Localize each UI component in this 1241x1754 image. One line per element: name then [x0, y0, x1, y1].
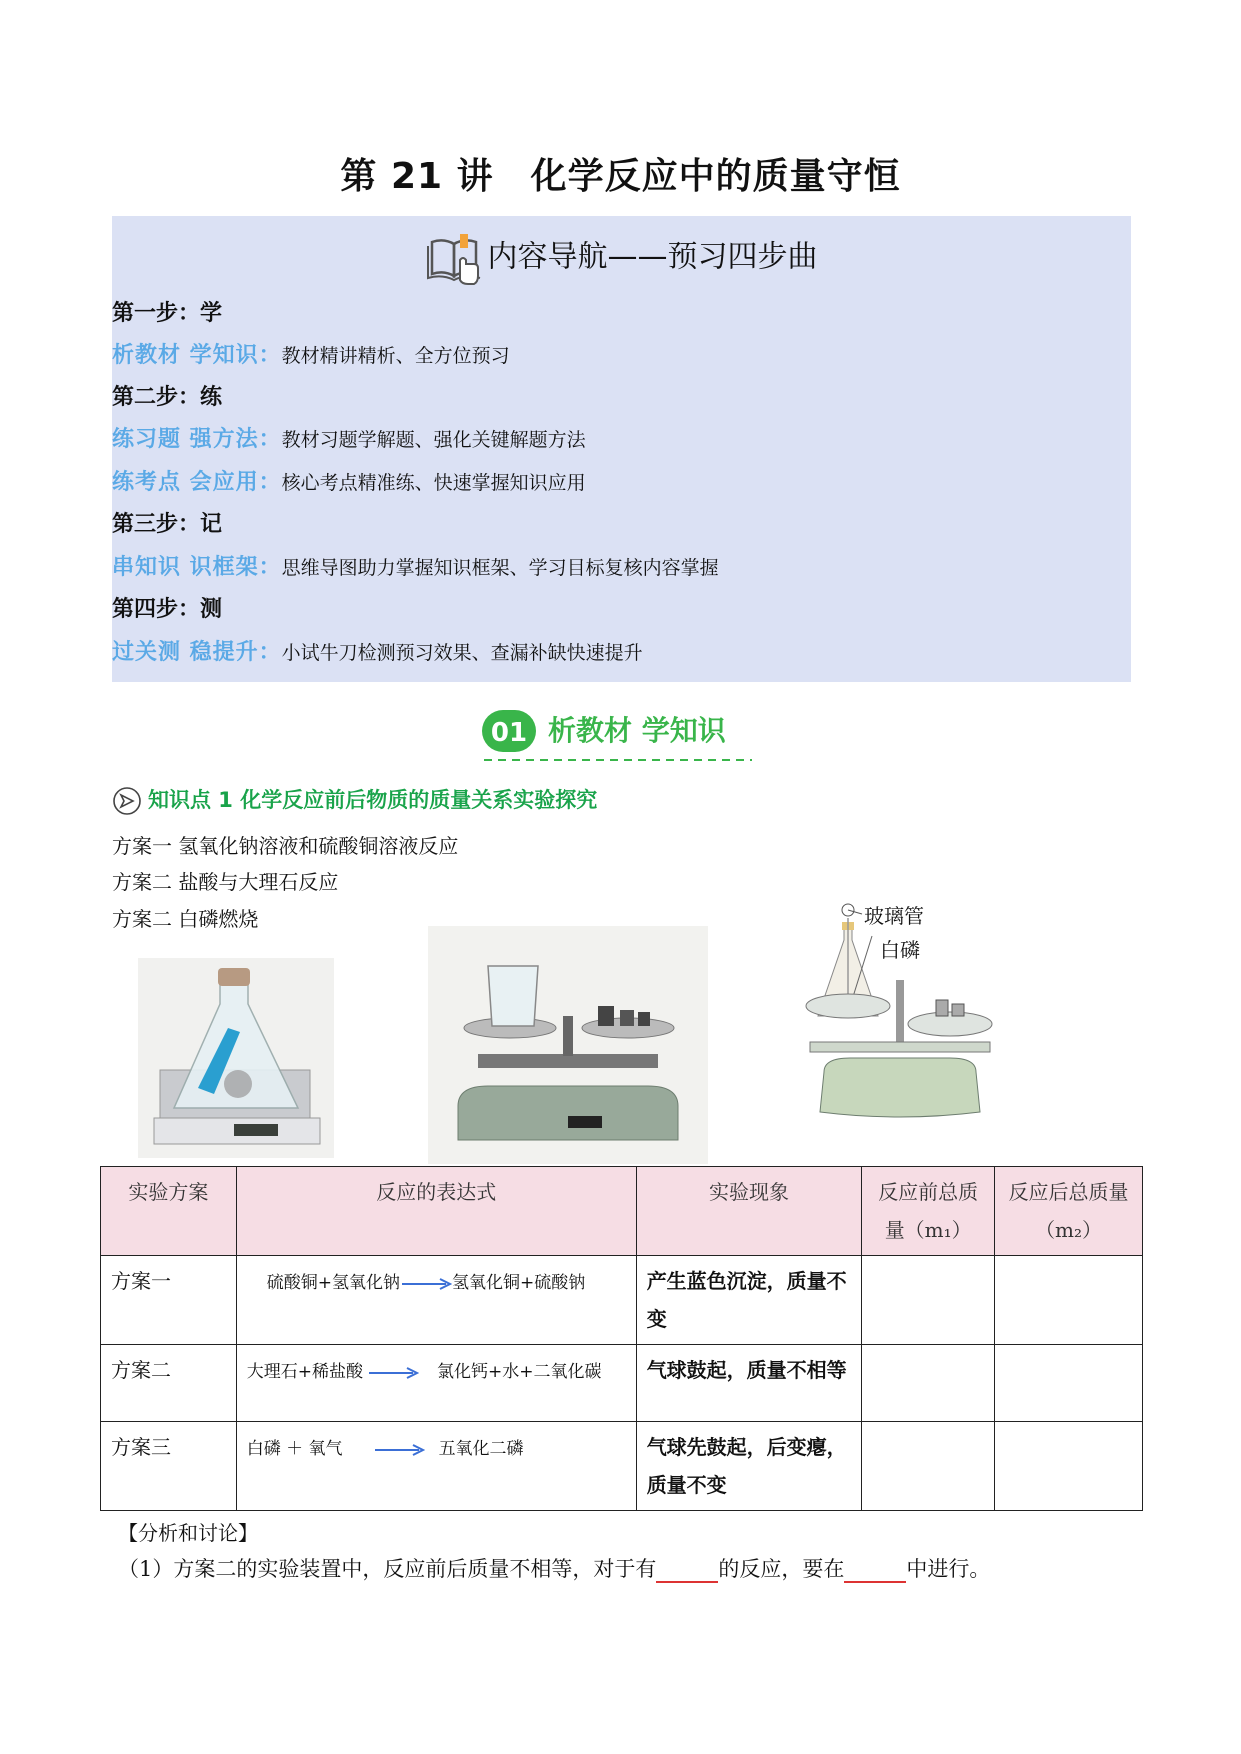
- row-expression: 硫酸铜+氢氧化钠 氢氧化铜+硫酸钠: [236, 1256, 636, 1345]
- row-expression: 大理石+稀盐酸 氯化钙+水+二氧化碳: [236, 1345, 636, 1422]
- table-header-row: [101, 1167, 1143, 1256]
- content-navigation: [112, 216, 1131, 682]
- section-badge: [480, 704, 770, 764]
- header-observation: 实验现象: [636, 1167, 862, 1256]
- row-observation: 气球先鼓起，后变瘪，质量不变: [636, 1422, 862, 1511]
- header-mass-after: 反应后总质量（m₂）: [995, 1167, 1143, 1256]
- step-2-item-1: 练习题 强方法：教材习题学解题、强化关键解题方法: [112, 426, 586, 452]
- step-3-item: 串知识 识框架：思维导图助力掌握知识框架、学习目标复核内容掌握: [112, 554, 719, 580]
- answer-blank-2[interactable]: [844, 1559, 906, 1583]
- experiment-table: [100, 1166, 1143, 1511]
- section-title: 析教材 学知识: [548, 714, 726, 747]
- answer-blank-1[interactable]: [656, 1559, 718, 1583]
- nav-heading: [112, 230, 1131, 286]
- row-observation: 气球鼓起，质量不相等: [636, 1345, 862, 1422]
- plan-3: 方案二 白磷燃烧: [112, 907, 259, 931]
- step-1-item: 析教材 学知识：教材精讲精析、全方位预习: [112, 342, 510, 368]
- discussion-question-1: （1）方案二的实验装置中，反应前后质量不相等，对于有 的反应，要在 中进行。: [118, 1557, 991, 1581]
- nav-heading-text: 内容导航——预习四步曲: [487, 239, 818, 275]
- row-observation: 产生蓝色沉淀，质量不变: [636, 1256, 862, 1345]
- discussion-title: 【分析和讨论】: [118, 1521, 258, 1545]
- row-mass-before: [862, 1422, 995, 1511]
- phosphorus-label: 白磷: [880, 938, 920, 962]
- reaction-arrow-icon: [373, 1443, 425, 1457]
- header-mass-before: 反应前总质量（m₁）: [862, 1167, 995, 1256]
- knowledge-point-heading: 知识点 1 化学反应前后物质的质量关系实验探究: [112, 784, 597, 816]
- row-mass-before: [862, 1345, 995, 1422]
- step-3-title: 第三步：记: [112, 511, 223, 537]
- table-row: [101, 1345, 1143, 1422]
- row-plan: 方案三: [101, 1422, 237, 1511]
- step-2-title: 第二步：练: [112, 384, 223, 410]
- step-4-item: 过关测 稳提升：小试牛刀检测预习效果、查漏补缺快速提升: [112, 639, 643, 665]
- step-2-item-2: 练考点 会应用：核心考点精准练、快速掌握知识应用: [112, 469, 586, 495]
- step-1-title: 第一步：学: [112, 300, 223, 326]
- balance-beaker-image: [428, 926, 708, 1164]
- reaction-arrow-icon: [367, 1366, 419, 1380]
- plan-2: 方案二 盐酸与大理石反应: [112, 870, 339, 894]
- table-row: [101, 1422, 1143, 1511]
- book-pointer-icon: [426, 230, 484, 286]
- header-plan: 实验方案: [101, 1167, 237, 1256]
- row-expression: 白磷 ＋ 氧气 五氧化二磷: [236, 1422, 636, 1511]
- electronic-scale-image: [138, 958, 334, 1158]
- plan-1: 方案一 氢氧化钠溶液和硫酸铜溶液反应: [112, 834, 459, 858]
- row-plan: 方案一: [101, 1256, 237, 1345]
- arrow-circle-icon: [112, 786, 142, 816]
- balance-flask-diagram: [800, 896, 1000, 1146]
- row-mass-after: [995, 1345, 1143, 1422]
- section-number: 01: [490, 718, 528, 748]
- table-row: [101, 1256, 1143, 1345]
- row-mass-after: [995, 1422, 1143, 1511]
- row-mass-before: [862, 1256, 995, 1345]
- tube-label: 玻璃管: [864, 904, 924, 928]
- row-plan: 方案二: [101, 1345, 237, 1422]
- reaction-arrow-icon: [400, 1277, 452, 1291]
- step-4-title: 第四步：测: [112, 596, 223, 622]
- page-title: 第 21 讲 化学反应中的质量守恒: [340, 156, 901, 197]
- header-expression: 反应的表达式: [236, 1167, 636, 1256]
- row-mass-after: [995, 1256, 1143, 1345]
